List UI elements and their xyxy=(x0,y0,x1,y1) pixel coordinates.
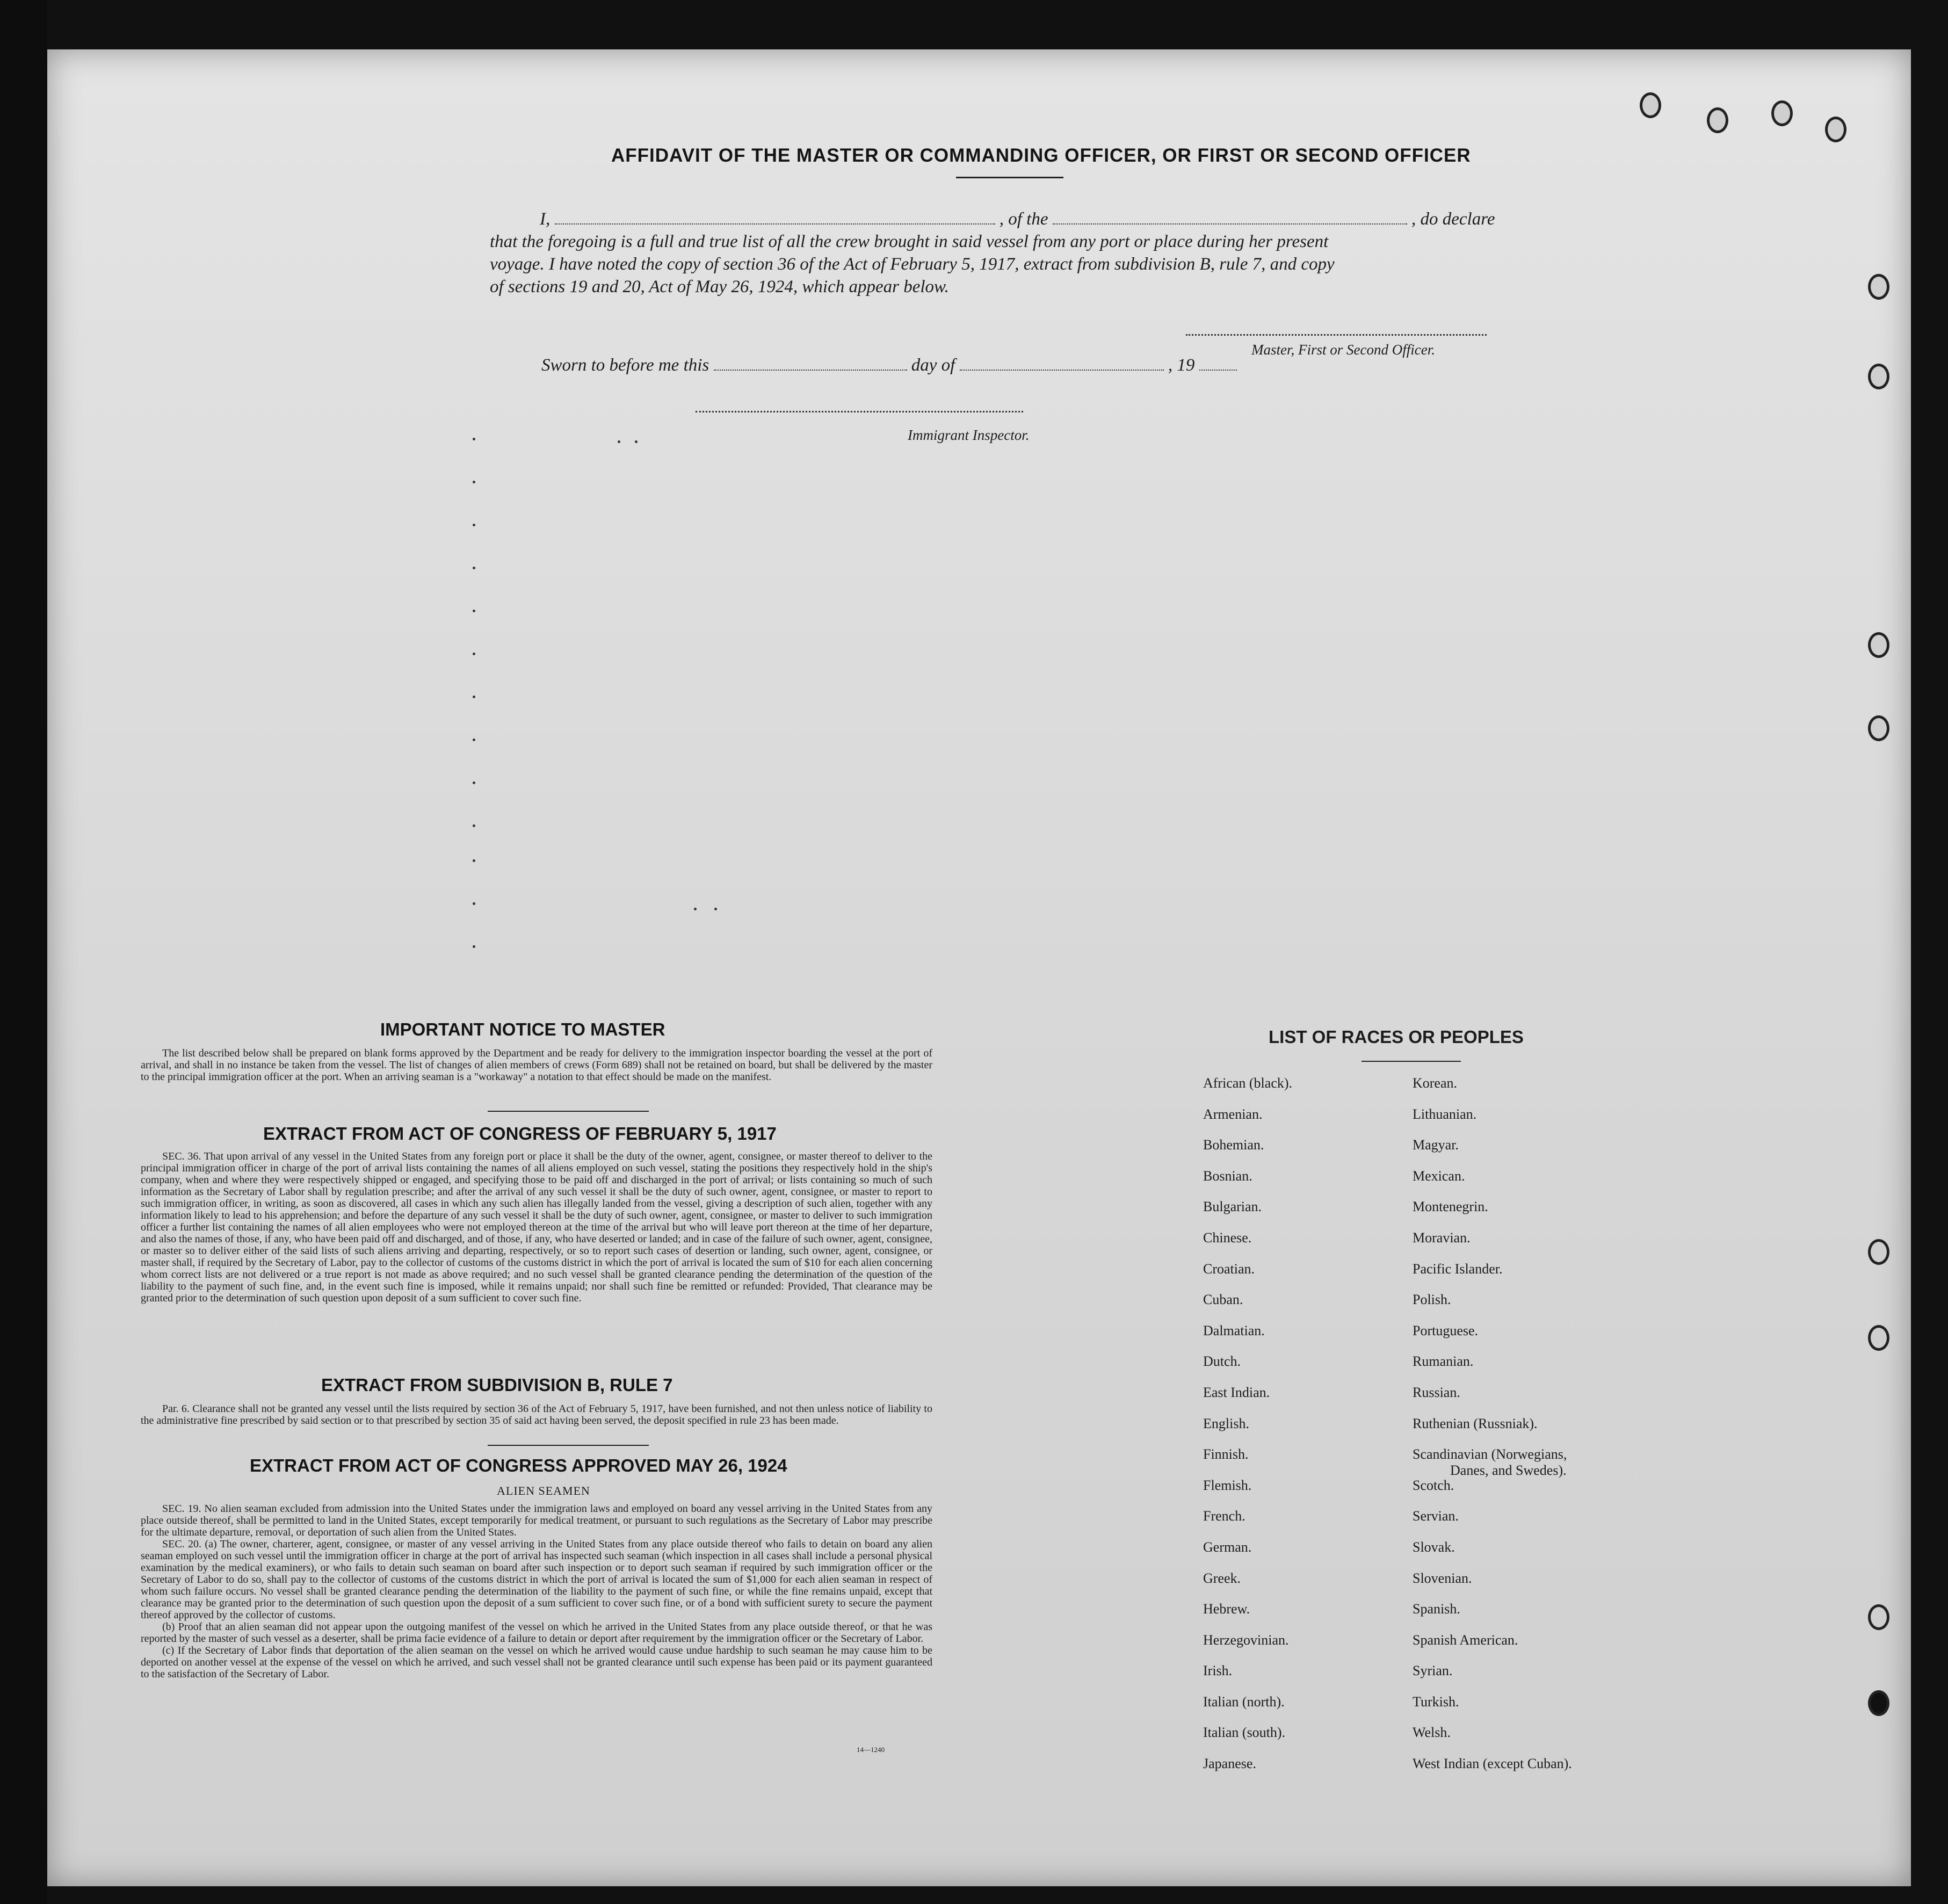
extract-rule7-body xyxy=(141,1403,932,1427)
race-item: West Indian (except Cuban). xyxy=(1413,1756,1572,1772)
punch-hole xyxy=(1771,100,1793,126)
mark-dot xyxy=(473,524,475,526)
punch-hole xyxy=(1868,274,1889,300)
mark-dot xyxy=(694,908,697,910)
affidavit-line-2: that the foregoing is a full and true list of all the crew brought in said vessel from any port or place during her present xyxy=(490,232,1329,251)
mark-dot xyxy=(473,567,475,569)
text-declare: , do declare xyxy=(1411,209,1495,229)
race-item: Hebrew. xyxy=(1203,1601,1250,1617)
affidavit-line-3: voyage. I have noted the copy of section 36 of the Act of February 5, 1917, extract from subdivision B, rule 7, and copy xyxy=(490,255,1335,274)
races-left-column xyxy=(1203,1075,1292,1787)
text-of-the: , of the xyxy=(999,209,1048,229)
race-item: Bosnian. xyxy=(1203,1168,1252,1184)
form-number: 14—1240 xyxy=(857,1746,885,1754)
affidavit-line-4: of sections 19 and 20, Act of May 26, 1924, which appear below. xyxy=(490,277,949,296)
race-item: Moravian. xyxy=(1413,1229,1471,1246)
race-item: German. xyxy=(1203,1539,1252,1555)
race-item: Servian. xyxy=(1413,1508,1459,1524)
sworn-month-blank[interactable] xyxy=(960,370,1164,371)
race-item: Ruthenian (Russniak). xyxy=(1413,1415,1538,1431)
text-day-of: day of xyxy=(911,356,955,375)
sec-36-paragraph: SEC. 36. That upon arrival of any vessel in the United States from any foreign port or place it shall be the duty of the owner, agent, consignee, or master thereof to deliver to the principal immigration officer in charge of the port of arrival lists containing the names of all aliens employed on such vessel, stating the positions they respectively hold in the ship's company, when and where they were respectively shipped or engaged, and specifying those to be paid off and discharged in the port of arrival; or lists containing so much of such information as the Secretary of Labor shall by regulation prescribe; and after the arrival of any such vessel it shall be the duty of such owner, agent, consignee, or master to report to such immigration officer, in writing, as soon as discovered, all cases in which any such alien has illegally landed from the vessel, giving a description of such alien, together with any information likely to lead to his apprehension; and before the departure of any such vessel it shall be the duty of such owner, agent, consignee, or master to deliver to such immigration officer a further list containing the names of all alien employees who were not employed thereon at the time of the arrival but who will leave port thereon at the time of her departure, and also the names of those, if any, who have been paid off and discharged, and of those, if any, who have deserted or landed; and in case of the failure of such owner, agent, consignee, or master so to deliver either of the said lists of such aliens arriving and departing, respectively, or so to report such cases of desertion or landing, such owner, agent, consignee, or master shall, if required by the Secretary of Labor, pay to the collector of customs of the customs district in which the port of arrival is located the sum of $10 for each alien concerning whom correct lists are not delivered or a true report is not made as above required; and no such vessel shall be granted clearance pending the determination of the question of the liability to the payment of such fine, and, in the event such fine is imposed, while it remains unpaid; nor shall such fine be remitted or refunded: Provided, That clearance may be granted prior to the determination of such question upon deposit of a sum sufficient to cover such fine. xyxy=(141,1150,932,1304)
inspector-signature-label: Immigrant Inspector. xyxy=(908,427,1030,443)
text-i: I, xyxy=(540,209,551,229)
race-item-scandinavian xyxy=(1413,1446,1572,1478)
mark-dot xyxy=(473,824,475,827)
punch-hole xyxy=(1640,92,1661,118)
notice-title: IMPORTANT NOTICE TO MASTER xyxy=(380,1019,665,1039)
scan-edge xyxy=(0,0,47,1904)
mark-dot xyxy=(618,440,620,443)
race-item: Mexican. xyxy=(1413,1168,1465,1184)
mark-dot xyxy=(473,481,475,483)
race-item: Pacific Islander. xyxy=(1413,1261,1503,1277)
extract-1924-body xyxy=(141,1503,932,1680)
punch-hole xyxy=(1868,1604,1889,1630)
mark-dot xyxy=(473,696,475,698)
inspector-signature-line[interactable] xyxy=(696,411,1023,412)
punch-hole xyxy=(1868,715,1889,741)
race-item: Lithuanian. xyxy=(1413,1106,1477,1122)
mark-dot xyxy=(473,781,475,784)
race-item: Japanese. xyxy=(1203,1756,1256,1772)
punch-hole xyxy=(1868,1325,1889,1351)
race-item: Spanish American. xyxy=(1413,1632,1518,1648)
punch-hole xyxy=(1868,364,1889,389)
races-title: LIST OF RACES OR PEOPLES xyxy=(1269,1027,1524,1047)
races-underline xyxy=(1362,1061,1461,1062)
race-item: Slovenian. xyxy=(1413,1570,1472,1586)
race-item: Spanish. xyxy=(1413,1601,1460,1617)
extract-1917-body xyxy=(141,1150,932,1304)
mark-dot xyxy=(473,859,475,862)
alien-seamen-subtitle: ALIEN SEAMEN xyxy=(497,1484,590,1497)
race-item: Syrian. xyxy=(1413,1663,1453,1679)
punch-hole xyxy=(1868,632,1889,658)
vessel-blank[interactable] xyxy=(1053,223,1407,225)
notice-body xyxy=(141,1047,932,1083)
race-item: English. xyxy=(1203,1415,1249,1431)
mark-dot xyxy=(473,739,475,741)
race-item: Polish. xyxy=(1413,1292,1451,1308)
name-blank[interactable] xyxy=(555,223,995,225)
mark-dot xyxy=(714,908,717,910)
master-signature-line[interactable] xyxy=(1186,334,1487,336)
extract-1924-title: EXTRACT FROM ACT OF CONGRESS APPROVED MAY 26, 1924 xyxy=(250,1456,787,1475)
race-item-continuation: Danes, and Swedes). xyxy=(1450,1463,1567,1479)
mark-dot xyxy=(473,945,475,948)
mark-dot xyxy=(473,610,475,612)
race-item: Portuguese. xyxy=(1413,1322,1479,1338)
races-right-column xyxy=(1413,1075,1572,1787)
affidavit-line-1 xyxy=(540,209,1495,229)
race-item: Rumanian. xyxy=(1413,1353,1474,1370)
mark-dot xyxy=(635,440,638,443)
race-item: Scotch. xyxy=(1413,1477,1454,1493)
race-item: African (black). xyxy=(1203,1075,1293,1091)
sec-19-paragraph: SEC. 19. No alien seaman excluded from admission into the United States under the immigration laws and employed on board any vessel arriving in the United States from any place outside thereof, shall be permitted to land in the United States, except temporarily for medical treatment, or pursuant to such regulations as the Secretary of Labor may prescribe for the ultimate departure, removal, or deportation of such alien from the United States. xyxy=(141,1503,932,1538)
race-item: Italian (south). xyxy=(1203,1725,1286,1741)
punch-hole xyxy=(1825,117,1846,142)
affidavit-title: AFFIDAVIT OF THE MASTER OR COMMANDING OFFICER, OR FIRST OR SECOND OFFICER xyxy=(611,145,1471,166)
extract-rule7-title: EXTRACT FROM SUBDIVISION B, RULE 7 xyxy=(321,1375,673,1395)
sec-20b-paragraph: (b) Proof that an alien seaman did not appear upon the outgoing manifest of the vessel on which he arrived in the United States from any place outside thereof, or that he was reported by the master of such vessel as a deserter, shall be prima facie evidence of a failure to detain or deport after requirement by the immigration officer or the Secretary of Labor. xyxy=(141,1621,932,1645)
race-item: Finnish. xyxy=(1203,1446,1249,1463)
divider xyxy=(488,1445,649,1446)
mark-dot xyxy=(473,653,475,655)
race-item: Russian. xyxy=(1413,1384,1460,1400)
sec-20c-paragraph: (c) If the Secretary of Labor finds that deportation of the alien seaman on the vessel on which he arrived would cause undue hardship to such seaman he may cause him to be deported on another vessel at the expense of the vessel on which he arrived, and such vessel shall not be granted clearance until such expense has been paid or its payment guaranteed to the satisfaction of the Secretary of Labor. xyxy=(141,1645,932,1680)
notice-paragraph: The list described below shall be prepared on blank forms approved by the Department and be ready for delivery to the immigration inspector boarding the vessel at the port of arrival, and shall in no instance be taken from the vessel. The list of changes of alien members of crews (Form 689) shall not be retained on board, but shall be delivered by the master to the principal immigration officer at the port. When an arriving seaman is a "workaway" a notation to that effect should be made on the manifest. xyxy=(141,1047,932,1083)
race-item: Dalmatian. xyxy=(1203,1322,1265,1338)
punch-hole xyxy=(1868,1690,1889,1716)
race-item: Italian (north). xyxy=(1203,1693,1285,1710)
title-underline xyxy=(956,177,1063,178)
race-item: Bulgarian. xyxy=(1203,1199,1262,1215)
race-item: Turkish. xyxy=(1413,1693,1459,1710)
race-item: Herzegovinian. xyxy=(1203,1632,1289,1648)
race-item: French. xyxy=(1203,1508,1245,1524)
sworn-day-blank[interactable] xyxy=(714,370,907,371)
master-signature-label: Master, First or Second Officer. xyxy=(1251,342,1435,358)
race-item: Magyar. xyxy=(1413,1137,1459,1153)
mark-dot xyxy=(473,902,475,905)
punch-hole xyxy=(1707,107,1728,133)
race-item: Montenegrin. xyxy=(1413,1199,1488,1215)
extract-1917-title: EXTRACT FROM ACT OF CONGRESS OF FEBRUARY 5, 1917 xyxy=(263,1124,777,1143)
race-item: Flemish. xyxy=(1203,1477,1252,1493)
race-item: Welsh. xyxy=(1413,1725,1451,1741)
race-item: Cuban. xyxy=(1203,1292,1243,1308)
race-item: Chinese. xyxy=(1203,1229,1252,1246)
text-sworn: Sworn to before me this xyxy=(541,356,709,375)
race-item: Irish. xyxy=(1203,1663,1233,1679)
race-item: Armenian. xyxy=(1203,1106,1263,1122)
race-item: Dutch. xyxy=(1203,1353,1241,1370)
race-item: Slovak. xyxy=(1413,1539,1455,1555)
race-item: Korean. xyxy=(1413,1075,1458,1091)
punch-hole xyxy=(1868,1239,1889,1265)
text-year: , 19 xyxy=(1168,356,1195,375)
race-item: Bohemian. xyxy=(1203,1137,1264,1153)
race-item: Croatian. xyxy=(1203,1261,1255,1277)
sworn-year-blank[interactable] xyxy=(1199,370,1237,371)
par-6-paragraph: Par. 6. Clearance shall not be granted any vessel until the lists required by section 36 of the Act of February 5, 1917, have been furnished, and not then unless notice of liability to the administrative fine prescribed by said section or to that prescribed by section 35 of said act having been served, the deposit specified in rule 23 has been made. xyxy=(141,1403,932,1427)
race-item: East Indian. xyxy=(1203,1384,1270,1400)
race-item: Greek. xyxy=(1203,1570,1241,1586)
race-item-text: Scandinavian (Norwegians, xyxy=(1413,1446,1567,1463)
mark-dot xyxy=(473,438,475,440)
divider xyxy=(488,1111,649,1112)
sec-20a-paragraph: SEC. 20. (a) The owner, charterer, agent, consignee, or master of any vessel arriving in the United States from any place outside thereof who fails to detain on board any alien seaman employed on such vessel until the immigration officer in charge at the port of arrival has inspected such seaman (which inspection in all cases shall include a personal physical examination by the medical examiners), or who fails to detain such seaman on board after such inspection or to deport such seaman if required by such immigration officer or the Secretary of Labor to do so, shall pay to the collector of customs of the customs district in which the port of arrival is located the sum of $1,000 for each alien seaman in respect of whom such failure occurs. No vessel shall be granted clearance pending the determination of the liability to the payment of such fine, or while the fine remains unpaid, except that clearance may be granted prior to the determination of such question upon the deposit of a sum sufficient to cover such fine, or of a bond with sufficient surety to secure the payment thereof approved by the collector of customs. xyxy=(141,1538,932,1621)
sworn-line xyxy=(541,356,1237,375)
